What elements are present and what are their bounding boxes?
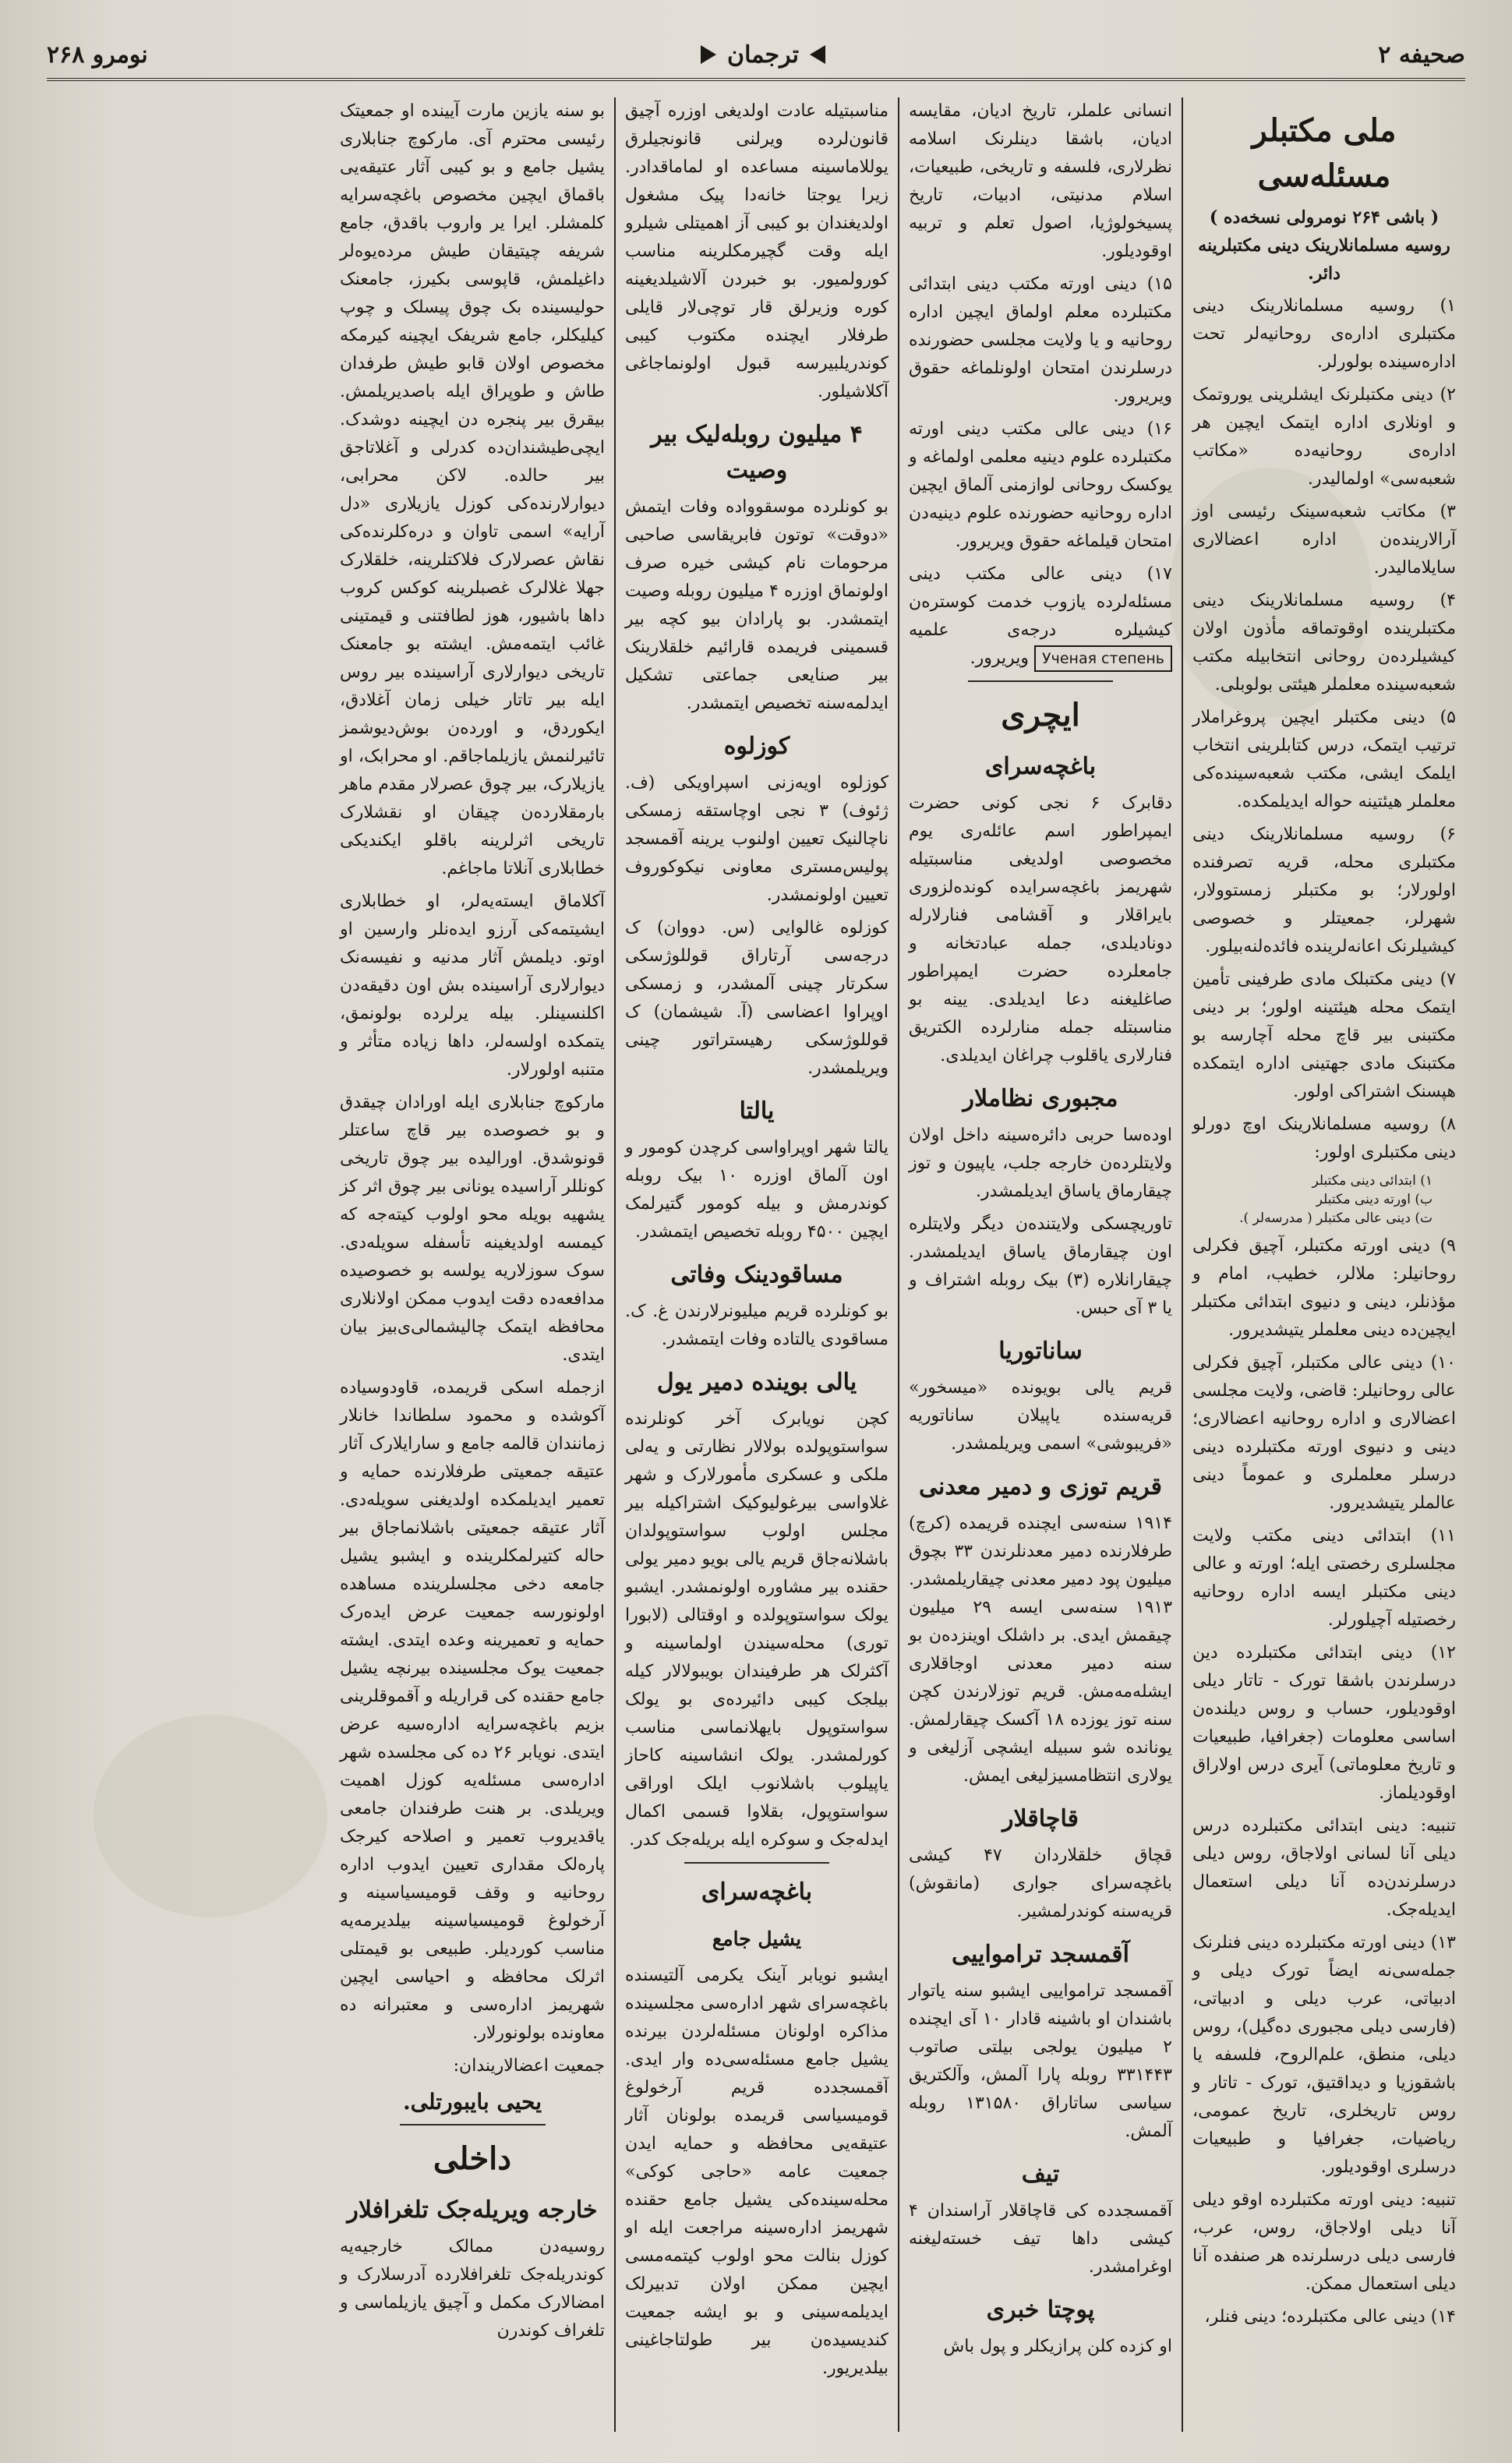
masthead-title: ترجمان	[727, 41, 799, 69]
news-text: دقابرک ۶ نجی کونی حضرت ایمپراطور اسم عائله‌ری یوم مخصوصی اولدیغی مناسبتیله شهریمز باغچه‌سرایده کونده‌لزوری بایراقلار و آقشامی فنارلارله دونادیلدی، جمله عبادتخانه و جامعلرده حضرت ایمپراطور صاغلیغنه دعا ایدیلدی. یینه بو مناسبتله جمله منارلرده الکتریق فنارلاری یاقلوب چراغان ایدیلدی.	[909, 793, 1173, 1065]
issue-label: نومرو ۲۶۸	[47, 41, 148, 69]
ornament-icon	[701, 45, 716, 64]
news-text: او کزده کلن پرازیکلر و پول باش	[943, 2337, 1172, 2356]
russian-term: Ученая степень	[1034, 645, 1172, 672]
news-heading: پوچتا خبری	[986, 2296, 1095, 2323]
list-item: ۱) ابتدائی دینی مکتبلر	[1312, 1173, 1433, 1189]
paragraph: ۵) دینی مکتبلر ایچین پروغراملار ترتیب ایتمک، درس کتابلرینی انتخاب ایلمک ایشی، مکتب شعبه‌سینده‌کی معلملر هیئتینه حواله ایدیلمکده.	[1192, 708, 1456, 811]
paragraph: ۱) روسیه مسلمانلارینک دینی مکتبلری اداره‌ی روحانیه‌لر تحت اداره‌سینده بولورلر.	[1192, 296, 1456, 372]
news-heading: باغچه‌سرای	[701, 1878, 813, 1906]
paragraph: مناسبتیله عادت اولدیغی اوزره آچیق قانون‌لرده ویرلنی قانونجیلرق یوللاماسینه مساعده او لماماقدادر. زیرا یوجتا خانه‌دا پیک مشغول اولدیغندان بو کیبی آز اهمیتلی شیلرو ایله وقت گچیرمکلرینه مناسب کورولمیور. بو خبردن آلاشیلدیغینه کوره وزیرلق قار توچی‌لار قایلی طرفلار ایچنده مکتوب کیبی کوندریلبیرسه قبول اولونماجاغی آکلاشیلور.	[625, 101, 888, 401]
signature-label: جمعیت اعضالاریندان:	[453, 2056, 605, 2076]
paragraph: انسانی علملر، تاریخ ادیان، مقایسه ادیان، باشقا دینلرنک اسلامه نظرلاری، فلسفه و تاریخی، طبیعیات، اسلام مدنیتی، ادبیات، تاریخ پسیخولوژیا، اصول تعلم و تربیه اوقودیلور.	[909, 101, 1172, 261]
news-text: آقمسجدده کی قاچاقلار آراسندان ۴ کیشی داها تیف خسته‌لیغنه اوغرامشدر.	[909, 2201, 1172, 2277]
news-heading: ساناتوریا	[998, 1338, 1083, 1365]
news-heading: یالی بوینده دمیر یول	[656, 1369, 857, 1396]
ornament-icon	[810, 45, 825, 64]
paragraph: ۸) روسیه مسلمانلارینک اوچ دورلو دینی مکتبلری اولور:	[1192, 1115, 1456, 1162]
paragraph: ۱۵) دینی اورته مکتب دینی ابتدائی مکتبلرده معلم اولماق ایچین اداره روحانیه و یا ولایت مجلسی حضورنده درسلرندن امتحان اولونلماغه حقوق ویریرور.	[909, 274, 1172, 406]
paragraph: ازجمله اسکی قریمده، قاودوسیاده آکوشده و محمود سلطاندا خانلار زمانندان قالمه جامع و سارایلارک آثار عتیقه جمعیتی طرفلارنده حمایه و تعمیر ایدیلمکده اولدیغنی سویله‌دی. آثار عتیقه جمعیتی باشلانماجاق بیر حاله کتیرلمکلرینده و ایشبو یشیل جامعه دخی مجلسلرینده مساهده اولونورسه جمعیت عرض ایده‌رک حمایه و تعمیرینه وعده ایتدی. ایشته جمعیت یوک مجلسینده بیرنچه یشیل جامع حقنده کی قراریله و آقموقلرینی بزیم باغچه‌سرایه اداره‌سیه عرض ایتدی. نویابر ۲۶ ده کی مجلسده شهر اداره‌سی مسئله‌یه کوزل اهمیت ویریلدی. بر هنت طرفندان جامعی یاقدیروب تعمیر و اصلاحه کیرجک پاره‌لک مقداری تعیین ایدوب اداره روحانیه و وقف قومیسیاسینه و آرخولوغ قومیسیاسینه بیلدیرمه‌یه مناسب کوردیلر. طبیعی بو قیمتلی اثرلک محافظه و احیاسی ایچین شهریمز اداره‌سی و معتبرانه ده معاونده بولونورلار.	[340, 1378, 605, 2043]
news-text: قریم یالی بویونده «میسخور» قریه‌سنده یاپیلان ساناتوریه «فریبوشی» اسمی ویریلمشدر.	[909, 1378, 1172, 1454]
news-text: روسیه‌دن ممالک خارجیه‌یه کوندریله‌جک تلغرافلارده آدرسلارک و امضالارک مکمل و آچیق یازیلماسی و تلغراف کوندرن	[340, 2237, 605, 2341]
article-title: ملی مکتبلر مسئله‌سی	[1252, 112, 1397, 194]
signature: یحیی بایبورتلی.	[402, 2089, 542, 2115]
news-text: آقمسجد ترامواییی ایشبو سنه یاتوار باشندان او باشینه قادار ۱۰ آی ایچنده ۲ میلیون یولجی بیلتی صاتوب ۳۳۱۴۴۳ روبله پارا آلمش، وآلکتریق سیاسی ساتاراق ۱۳۱۵۸۰ روبله آلمش.	[909, 1981, 1173, 2141]
list-item: ت) دینی عالی مکتبلر ( مدرسه‌لر ).	[1239, 1210, 1433, 1226]
paragraph: ۲) دینی مکتبلرنک ایشلرینی یوروتمک و اونلاری اداره ایتمک ایچین هر اداره‌ی روحانیه‌ده «مکاتب شعبه‌سی» اولمالیدر.	[1192, 385, 1456, 489]
paragraph: ۱۳) دینی اورته مکتبلرده دینی فنلرنک جمله‌سی‌نه ایضاً تورک دیلی و ادبیاتی، عرب دیلی و ادبیاتی، (فارسی دیلی مجبوری ده‌گیل)، روس دیلی، منطق، علم‌الروح، فلسفه یا باشقوزیا و دیداقتیق، تورک - تاتار و روس تاریخلری، تاریخ عمومی، ریاضیات، جغرافیا و طبیعیات درسلری اوقودیلور.	[1192, 1933, 1456, 2177]
column-3	[614, 97, 898, 2432]
news-heading: تیف	[1021, 2161, 1060, 2188]
divider	[400, 2124, 546, 2126]
news-text: کچن نویابرک آخر کونلرنده سواستوپولده بولالار نظارتی و یه‌لی ملکی و عسکری مأمورلارک و شهر غلاواسی بیرغولیوکیک اشتراکیله بیر مجلس اولوب سواستوپولدان باشلانه‌جاق قریم یالی بویو دمیر یولی حقنده بیر مشاوره اولونمشدر. ایشبو یولک سواستوپولده و اوقتالی (لابورا توری) محله‌سیندن اولماسینه و آکثرلک هر طرفیندان بویبولالار کیله بیلجک کیبی دائیرده‌ی بو یولک سواستوپول بایهلانماسی مناسب کورلمشدر. یولک انشاسینه کاحاز یاپیلوب باشلانوب ایلک اوراقی سواستوپول، بقلاوا قسمی اکمال ایدله‌جک و سوکره ایله بریله‌جک کدر.	[625, 1409, 888, 1850]
paragraph: ۱۴) دینی عالی مکتبلرده؛ دینی فنلر،	[1204, 2307, 1456, 2327]
article-intro: ( باشی ۲۶۴ نومرولی نسخه‌ده ) روسیه مسلمانلارینک دینی مکتبلرینه دائر.	[1198, 207, 1450, 284]
column-2	[898, 97, 1182, 2432]
news-text: بو کونلرده قریم میلیونرلارندن غ. ک. مساقودی یالتاده وفات ایتمشدر.	[625, 1302, 888, 1349]
news-heading: یالتا	[739, 1097, 775, 1125]
paragraph: ۷) دینی مکتبلک مادی طرفینی تأمین ایتمک محله هیئتینه اولور؛ بر دینی مکتبنی بیر قاچ محله آچارسه بو مکتبنک مادی جهتینی اداره ایتمکده هپسنک اشتراکی اولور.	[1192, 970, 1456, 1101]
news-heading: مساقودینک وفاتی	[670, 1261, 843, 1288]
news-heading: قاچاقلار	[1002, 1805, 1079, 1832]
paragraph: مارکوچ جنابلاری ایله اورادان چیقدق و بو خصوصده بیر قاچ ساعتلر قونوشدق. اورالیده بیر چوق تاریخی کونللر آرا‌سیده یونانی بیر چوق اثر کز یشهیه بویله محو اولوب کیته‌جه که کیمسه اولدیغینه تأسفله سویله‌دی. سوک سوزلاریه یولسه بو خصوصیده مدافعه‌ده دقت ایدوب ممکن اولانلاری محافظه ایتمک چالیشمالی‌ی‌بیز بیان ایتدی.	[340, 1093, 605, 1365]
news-text: تاوریچسکی ولایتنده‌ن دیگر ولایتلره اون چیقارماق یاساق ایدیلمشدر. چیقارانلاره (۳) بیک روبله اشتراف و یا ۳ آی حبس.	[909, 1214, 1172, 1318]
paragraph: ۱۱) ابتدائی دینی مکتب ولایت مجلسلری رخصتی ایله؛ اورته و عالی دینی مکتبلر ایسه اداره روحانیه رخصتیله آچیلورلر.	[1192, 1526, 1456, 1630]
news-text: یالتا شهر اوپراواسی کرچدن کومور و اون آلماق اوزره ۱۰ بیک روبله کوندرمش و بیله کومور گتیرلمک ایچین ۴۵۰۰ روبله تخصیص ایتمشدر.	[625, 1138, 888, 1242]
divider	[684, 1862, 829, 1864]
news-heading: مجبوری نظاملار	[963, 1085, 1118, 1112]
divider	[968, 680, 1113, 682]
column-1	[1182, 97, 1465, 2432]
column-4	[330, 97, 614, 2432]
news-text: کوزلوه غالوایی (س. دووان) ک درجه‌سی آرتاراق قوللوژسکی سکرتار چینی آلمشدر، و زمسکی اوپراوا اعضاسی (آ. شیشمان) ک قوللوژسکی رهیستراتور چینی ویریلمشدر.	[625, 918, 888, 1078]
news-heading: آقمسجد ترامواییی	[952, 1941, 1129, 1968]
paragraph	[909, 560, 1172, 673]
paragraph: ۴) روسیه مسلمانلارینک دینی مکتبلرینده اوقوتماقه مأذون اولان کیشیلرده‌ن روحانی انتخابیله مکتب شعبه‌سینده معلملر هیئتی بولوبلی.	[1192, 591, 1456, 694]
news-text: ۱۹۱۴ سنه‌سی ایچنده قریمده (کرچ) طرفلارنده دمیر معدنلرندن ۳۳ بچوق میلیون پود دمیر معدنی چیقاریلمشدر. ۱۹۱۳ سنه‌سی ایسه ۲۹ میلیون چیقمش ایدی. بر داشلک اوینزده‌ن بو سنه دمیر معدنی اوجاقلاری ایشله‌مه‌مش. قریم توزلارندن کچن سنه توز یوزده ۱۸ آکسک چیقارلمش. یونانده شو سبیله ایشچی آزلیغی و یولاری انتظامسیزلیغی ایمش.	[909, 1514, 1173, 1786]
paragraph: ۱۶) دینی عالی مکتب دینی اورته مکتبلرده علوم دینیه معلمی اولماغه و یوکسک روحانی لوازمنی آلماق ایچین اداره روحانیه حضورنده علوم دینیه‌دن امتحان قیلماغه حقوق ویریرور.	[909, 419, 1172, 551]
news-heading: کوزلوه	[723, 733, 790, 760]
note: تنبیه: دینی ابتدائی مکتبلرده درس دیلی آنا لسانی اولاجاق، روس دیلی درسلرندن‌ده آنا دیلی استعمال ایدیله‌جک.	[1192, 1816, 1456, 1920]
paragraph: بو سنه یازین مارت آیینده او جمعیتک رئیسی محترم آی. مارکوچ جنابلاری یشیل جامع و بو کیبی آثار عتیقه‌یی باقماق ایچین مخصوص باغچه‌سرایه کلمشلر. ایرا یر واروب باقدق، جامع شریفه چیتیقان طیش مرده‌یوه‌لر داغیلمش، قاپوسی بکیرز، جامعنک حولیسینده بک چوق پیسلک و چوپ کیلیکلر، جامع شریفک ایچینه کیرمکه مخصوص اولان قابو طیش طرفدان طاش و طوپراق ایله باصدیریلمش. بیقرق بیر پنجره دن ایچینه دوشدک. ایچی‌طیشندان‌ده کدرلی و آغلاتاجق بیر حالده. لاکن محرابی، دیوارلارنده‌کی کوزل یازیلاری «دل آرایه» اسمی تاوان و دره‌کلرنده‌کی نقاش عصرلارک فلاکتلرینه، خلقلارک جهلا غلالرک غصبلرینه کوکس کروب داها باشیور، هوز لطافتنی و قیمتینی غائب ایتمه‌مش. ایشته بو جامعنک تاریخی دیوارلاری آراسینده بیر روس ایله بیر تاتار خیلی زمان آغلادق، ایکوردق، و اورده‌ن بوش‌دیوشمز تائیرلنمش یازیلماجاقم. او محرابک، او یازیلارک، بیر چوق عصرلار مقدم ماهر بارمقلارده‌ن چیقان او نقشلارک تاریخی اثرلرینه باقلو ایکندیکی خطابلاری آنلاتا ماجاغم.	[340, 101, 605, 878]
page-header	[47, 31, 1465, 81]
paragraph: ۱۰) دینی عالی مکتبلر، آچیق فکرلی عالی روحانیلر: قاضی، ولایت مجلسی اعضالاری و اداره روحانیه اعضالاری؛ دینی و دنیوی اورته مکتبلرده دینی درسلر معلملری و عموماً دینی عالملر یتیشدیرور.	[1192, 1353, 1456, 1513]
section-title: ایچری	[1001, 697, 1080, 733]
news-text: بو کونلرده موسقوواده وفات ایتمش «دوقت» توتون فابریقاسی صاحبی مرحومات نام کیشی خیره صرف اولونماق اوزره ۴ میلیون روبله وصیت ایتمشدر. بو پارادان بیو کچه بیر قسمینی فریمده قارائیم خلقلارینک بیر صنایعی جماعتی تشکیل ایدلمه‌سنه تخصیص ایتمشدر.	[625, 497, 889, 713]
news-heading: ۴ میلیون روبله‌لیک بیر وصیت	[651, 421, 863, 484]
paragraph: ۹) دینی اورته مکتبلر، آچیق فکرلی روحانیلر: ملالر، خطیب، امام و مؤذنلر، دینی و دنیوی ابتدائی مکتبلر ایچین‌ده دینی معلملر یتیشدیرور.	[1192, 1236, 1456, 1340]
page-label: صحیفه ۲	[1378, 41, 1465, 69]
news-text: کوزلوه اویه‌زنی اسپراویکی (ف. ژئوف) ۳ نجی اوچاستقه زمسکی ناچالنیک تعیین اولنوب یرینه آقمسجد پولیس‌مستری معاونی نیکوکوروف تعیین اولونمشدر.	[625, 773, 889, 905]
section-title: داخلی	[433, 2140, 512, 2177]
list-item: ب) اورته دینی مکتبلر	[1316, 1192, 1433, 1207]
paragraph-text: ۱۷) دینی عالی مکتب دینی مسئله‌لرده یازوب خدمت کوستره‌ن کیشیلره درجه‌ی علمیه	[909, 564, 1172, 640]
masthead	[701, 41, 825, 69]
news-text: ایشبو نویابر آینک یکرمی آلتیسنده باغچه‌سرای شهر اداره‌سی مجلسینده مذاکره اولونان مسئله‌لردن بیرنده یشیل جامع مسئله‌سی‌ده وار ایدی. آقمسجدده قریم آرخولوغ قومیسیاسی قریمده بولونان آثار عتیقه‌یی محافظه و حمایه ایدن جمعیت عامه «حاجی کوکی» محله‌سینده‌کی یشیل جامع حقنده شهریمز اداره‌سینه مراجعت ایله او کوزل بنالت محو اولوب کیتمه‌مسی ایچین ممکن اولان تدبیرلک ایدیلمه‌سینی و بو ایشه جمعیت کندیسیده‌ن بیر طولتاجاغینی بیلدیریور.	[625, 1966, 888, 2378]
news-heading: قریم توزی و دمیر معدنی	[919, 1473, 1162, 1500]
news-heading: خارجه ویریله‌جک تلغرافلار	[347, 2196, 598, 2224]
news-text: قچاق خلقلاردان ۴۷ کیشی باغچه‌سرای جواری (مانقوش) قریه‌سنه کوندرلمشیر.	[909, 1846, 1172, 1921]
article-columns	[47, 97, 1465, 2432]
news-subheading: یشیل جامع	[712, 1928, 802, 1950]
paragraph: ۳) مکاتب شعبه‌سینک رئیسی اوز آرالارینده‌ن اداره اعضالاری سایلامالیدر.	[1192, 502, 1456, 578]
note: تنبیه: دینی اورته مکتبلرده اوقو دیلی آنا دیلی اولاجاق، روس، عرب، فارسی دیلی درسلرنده هر صنفده آنا دیلی استعمال ممکن.	[1192, 2190, 1456, 2294]
paragraph: ۱۲) دینی ابتدائی مکتبلرده دین درسلرندن باشقا تورک - تاتار دیلی اوقودیلور، حساب و روس دیلنده‌ن اساسی معلومات (جغرافیا، طبیعیات و تاریخ معلوماتی) آیری درس اولاراق اوقودیلماز.	[1192, 1643, 1456, 1803]
news-text: اوده‌سا حربی دائره‌سینه داخل اولان ولایتلرده‌ن خارجه جلب، یاپیون و توز چیقارماق یاساق ایدیلمشدر.	[909, 1125, 1172, 1201]
paragraph-text: ویریرور.	[970, 648, 1030, 668]
news-heading: باغچه‌سرای	[984, 753, 1097, 780]
paragraph: آکلاماق ایسته‌یه‌لر، او خطابلاری ایشیتمه‌کی آرزو ایده‌نلر وارسین او اوتو. دیلمش آثار مدنیه و نفیسه‌نک دیوارلاری آراسینده بش اون دقیقه‌دن اکلنسینلر. بیله یرلرده بولونمق، یتمکده اولسه‌لر، داها زیاده متأثر و متنبه اولورلار.	[340, 892, 605, 1080]
paragraph: ۶) روسیه مسلمانلارینک دینی مکتبلری محله، قریه تصرفنده اولورلار؛ بو مکتبلر زمستوولار، شهرلر، جمعیتلر و خصوصی کیشیلرنک اعانه‌لرینده فائده‌لنه‌بیلور.	[1192, 825, 1456, 956]
